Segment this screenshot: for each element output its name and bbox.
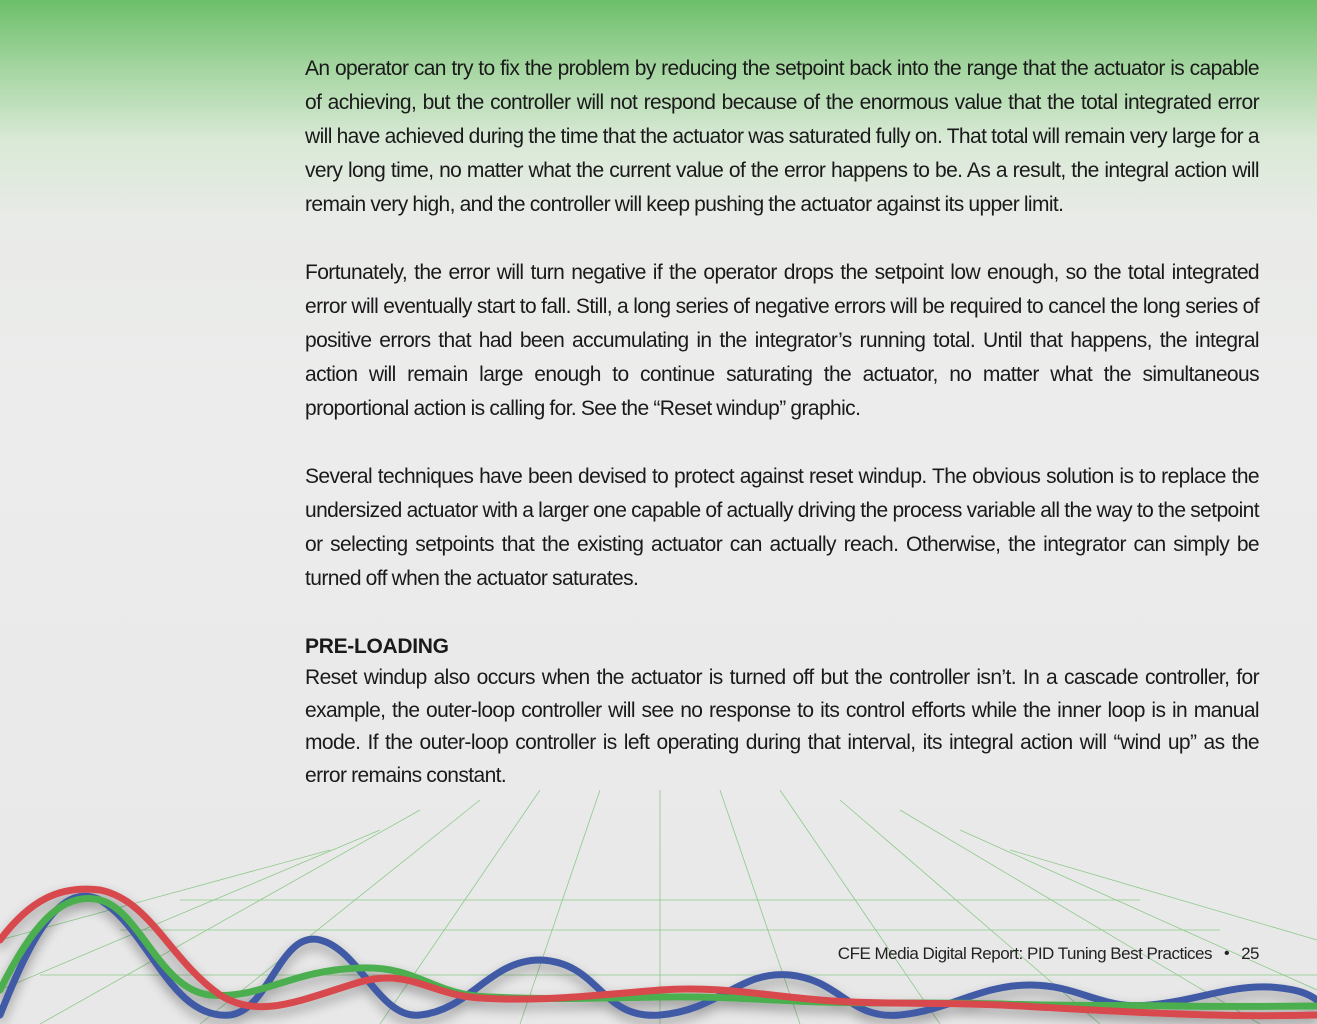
footer-publication: CFE Media Digital Report: PID Tuning Best Practices [837,944,1212,963]
paragraph-2: Fortunately, the error will turn negative if the operator drops the setpoint low enough, so the total integrated error will eventually start to fall. Still, a long series of negative errors will be required to cancel the long series of positive errors that had been accumulating in the integrator’s running total. Until that happens, the integral action will remain large enough to continue saturating the actuator, no matter what the simultaneous proportional action is calling for. See the “Reset windup” graphic. [305,261,1259,420]
footer-separator: • [1223,945,1230,962]
paragraph-3: Several techniques have been devised to protect against reset windup. The obvious solution is to replace the undersized actuator with a larger one capable of actually driving the process variable all the way to the setpoint or selecting setpoints that the existing actuator can actually reach. Otherwise, the integrator can simply be turned off when the actuator saturates. [305,465,1259,590]
page-footer [838,944,1259,964]
paragraph-1: An operator can try to fix the problem by reducing the setpoint back into the range that the actuator is capable of achieving, but the controller will not respond because of the enormous value that the total integrated error will have achieved during the time that the actuator was saturated fully on. That total will remain very large for a very long time, no matter what the current value of the error happens to be. As a result, the integral action will remain very high, and the controller will keep pushing the actuator against its upper limit. [305,57,1259,216]
body-text [305,52,1259,826]
section-heading: PRE-LOADING [305,635,449,658]
section-paragraph: Reset windup also occurs when the actuator is turned off but the controller isn’t. In a cascade controller, for example, the outer-loop controller will see no response to its control efforts while the inner loop is in manual mode. If the outer-loop controller is left operating during that interval, its integral action will “wind up” as the error remains constant. [305,666,1259,787]
decorative-waves-graphic [0,790,1317,1024]
page-number: 25 [1241,944,1259,963]
